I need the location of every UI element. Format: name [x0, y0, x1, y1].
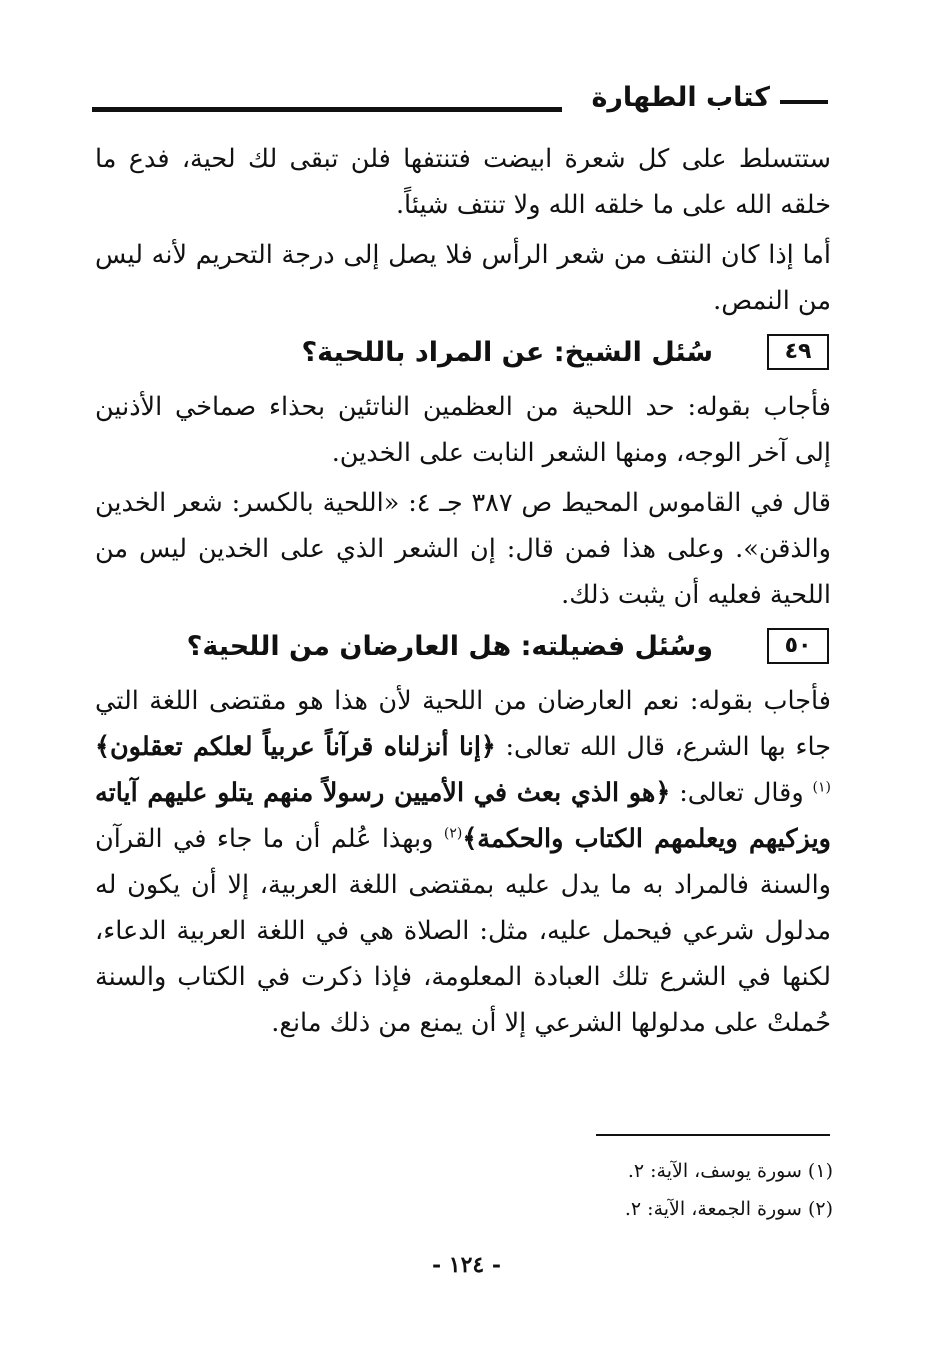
running-header — [92, 78, 828, 122]
footnotes — [233, 1152, 833, 1228]
question-49-heading — [95, 328, 831, 382]
question-number-box: ٤٩ — [767, 334, 829, 370]
paragraph-continuation: ستتسلط على كل شعرة ابيضت فتنتفها فلن تبقى لك لحية، فدع ما خلقه الله على ما خلقه الله ولا تنتف شيئاً. — [95, 144, 831, 220]
answer-text: وبهذا عُلم أن ما جاء في القرآن والسنة فالمراد به ما يدل عليه بمقتضى اللغة العربية، إلا أن يكون له مدلول شرعي فيحمل عليه، مثل: الصلاة هي في اللغة العربية الدعاء، لكنها في الشرع تلك العبادة المعلومة، فإذا ذكرت في الكتاب والسنة حُملتْ على مدلولها الشرعي إلا أن يمنع من ذلك مانع. — [95, 824, 831, 1038]
page-number: - ١٢٤ - — [431, 1252, 502, 1278]
page-body — [95, 136, 831, 1046]
quran-quote: ﴿هو الذي بعث في الأميين رسولاً منهم يتلو عليهم آياته ويزكيهم ويعلمهم الكتاب والحكمة﴾ — [95, 778, 831, 854]
footnote-reference: (٢) — [443, 825, 463, 842]
answer-text: وقال تعالى: — [679, 778, 804, 808]
footnote: (٢) سورة الجمعة، الآية: ٢. — [624, 1198, 833, 1220]
footnote-separator — [596, 1134, 830, 1136]
quran-quote: ﴿إنا أنزلناه قرآناً عربياً لعلكم تعقلون﴾ — [95, 732, 496, 762]
footnote-reference: (١) — [812, 779, 832, 796]
answer-text: فأجاب بقوله: نعم العارضان من اللحية لأن هذا هو مقتضى اللغة التي جاء بها الشرع، قال الله تعالى: — [95, 686, 831, 762]
answer-paragraph — [95, 678, 831, 1046]
answer-paragraph: قال في القاموس المحيط ص ٣٨٧ جـ ٤: «اللحية بالكسر: شعر الخدين والذقن». وعلى هذا فمن قال: إن الشعر الذي على الخدين ليس من اللحية فعليه أن يثبت ذلك. — [95, 488, 831, 610]
question-title: وسُئل فضيلته: هل العارضان من اللحية؟ — [186, 631, 713, 662]
header-title: كتاب الطهارة — [591, 82, 770, 113]
question-number-box: ٥٠ — [767, 628, 829, 664]
paragraph-plucking-head-hair: أما إذا كان النتف من شعر الرأس فلا يصل إلى درجة التحريم لأنه ليس من النمص. — [95, 240, 831, 316]
header-rule — [92, 107, 562, 112]
answer-paragraph: فأجاب بقوله: حد اللحية من العظمين الناتئين بحذاء صماخي الأذنين إلى آخر الوجه، ومنها الشعر النابت على الخدين. — [95, 392, 831, 468]
question-50-heading — [95, 622, 831, 676]
question-title: سُئل الشيخ: عن المراد باللحية؟ — [301, 337, 713, 368]
header-dash — [780, 100, 828, 104]
footnote: (١) سورة يوسف، الآية: ٢. — [627, 1160, 833, 1182]
